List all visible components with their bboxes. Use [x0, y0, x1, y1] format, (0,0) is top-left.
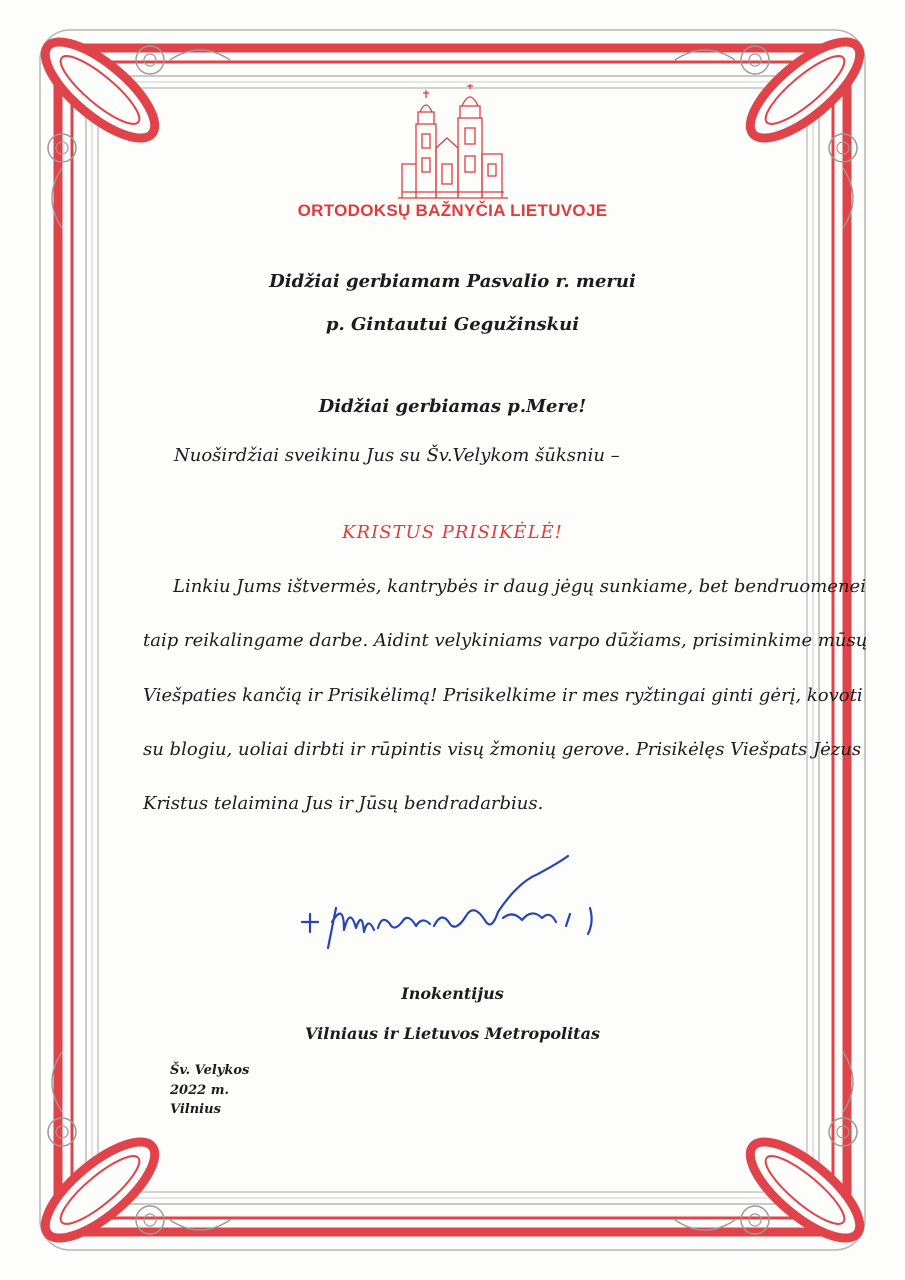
signatory-title: Vilniaus ir Lietuvos Metropolitas: [305, 1024, 600, 1043]
handwritten-signature: [298, 852, 608, 962]
salutation: Didžiai gerbiamas p.Mere!: [318, 396, 587, 417]
addressee-line-2: p. Gintautui Gegužinskui: [325, 314, 580, 335]
place-year: 2022 m.: [170, 1083, 229, 1098]
intro-line: Nuoširdžiai sveikinu Jus su Šv.Velykom šūksniu –: [174, 445, 620, 466]
place-city: Vilnius: [170, 1102, 221, 1117]
addressee-line-1: Didžiai gerbiamam Pasvalio r. merui: [269, 271, 636, 292]
signatory-name: Inokentijus: [401, 984, 504, 1003]
body-line-1: Linkiu Jums ištvermės, kantrybės ir daug jėgų sunkiame, bet bendruomenei: [173, 576, 866, 597]
organization-name: ORTODOKSŲ BAŽNYČIA LIETUVOJE: [297, 201, 608, 220]
body-line-4: su blogiu, uoliai dirbti ir rūpintis visų žmonių gerove. Prisikėlęs Viešpats Jėzus: [143, 739, 862, 760]
body-line-2: taip reikalingame darbe. Aidint velykiniams varpo dūžiams, prisiminkime mūsų: [143, 630, 868, 651]
body-line-3: Viešpaties kančią ir Prisikėlimą! Prisikelkime ir mes ryžtingai ginti gėrį, kovoti: [143, 685, 863, 706]
body-line-5: Kristus telaimina Jus ir Jūsų bendradarbius.: [143, 793, 544, 814]
easter-exclamation: KRISTUS PRISIKĖLĖ!: [342, 522, 563, 543]
place-occasion: Šv. Velykos: [170, 1063, 250, 1078]
church-emblem-icon: [398, 84, 508, 200]
